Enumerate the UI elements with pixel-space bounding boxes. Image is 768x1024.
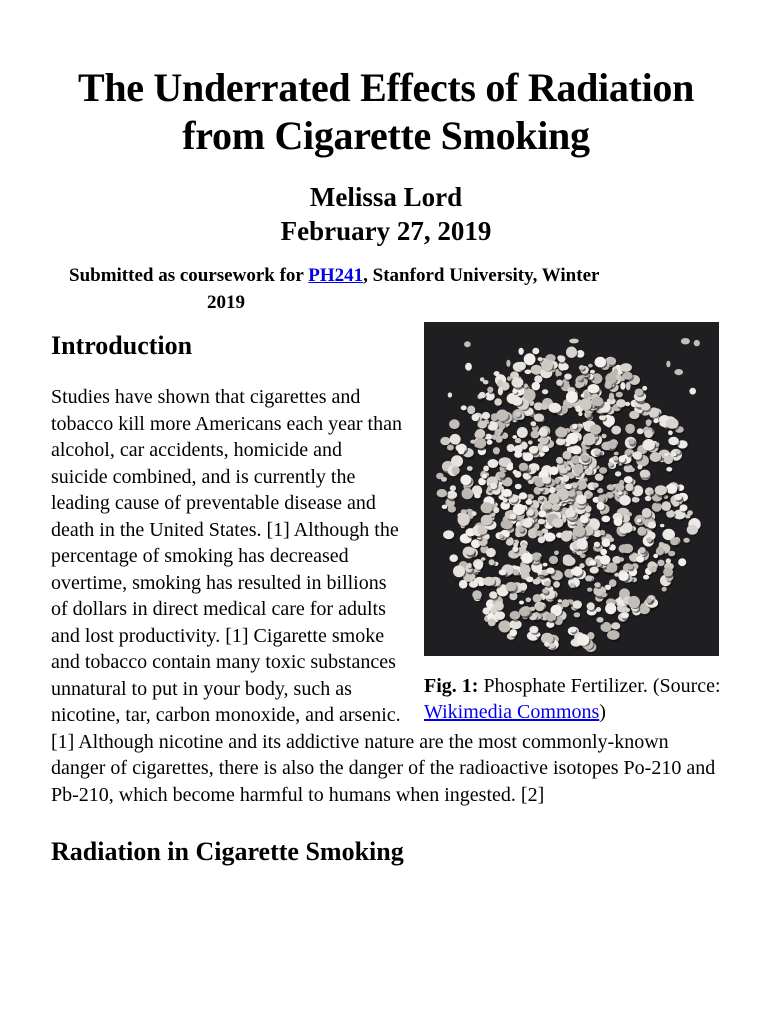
radiation-heading: Radiation in Cigarette Smoking bbox=[51, 837, 404, 866]
figure-caption bbox=[424, 673, 724, 725]
fertilizer-photo bbox=[424, 322, 719, 656]
publish-date: February 27, 2019 bbox=[280, 216, 492, 246]
author-name: Melissa Lord bbox=[309, 182, 463, 212]
submitted-suffix: , Stanford University, Winter bbox=[363, 265, 600, 286]
wikimedia-link[interactable]: Wikimedia Commons bbox=[424, 701, 600, 723]
submission-note bbox=[51, 262, 721, 316]
fertilizer-pellets-icon bbox=[424, 322, 719, 656]
figure-1 bbox=[424, 322, 724, 725]
figure-caption-text: Phosphate Fertilizer. (Source: bbox=[478, 675, 721, 697]
submitted-year: 2019 bbox=[207, 292, 245, 313]
introduction-paragraph: Studies have shown that cigarettes and tobacco kill more Americans each year than alcohol, car accidents, homicide and suicide combined, and is currently the leading cause of preventable disease and death in the United States. [1] Although the percentage of smoking has decreased overtime, smoking has resulted in billions of dollars in direct medical care for adults and lost productivity. [1] Cigarette smoke and tobacco contain many toxic substances unnatural to put in your body, such as nicotine, tar, carbon monoxide, and arsenic. [1] Although nicotine and its addictive nature are the most commonly-known danger of cigarettes, there is also the danger of the radioactive isotopes Po-210 and Pb-210, which become harmful to humans when ingested. [2] bbox=[51, 386, 716, 806]
page-title: The Underrated Effects of Radiation from Cigarette Smoking bbox=[77, 65, 695, 158]
submitted-prefix: Submitted as coursework for bbox=[69, 265, 309, 286]
figure-label: Fig. 1: bbox=[424, 675, 479, 697]
course-link[interactable]: PH241 bbox=[308, 265, 364, 286]
article-page bbox=[51, 0, 721, 868]
figure-caption-end: ) bbox=[599, 701, 606, 723]
introduction-heading: Introduction bbox=[51, 331, 193, 360]
author-block bbox=[51, 180, 721, 248]
